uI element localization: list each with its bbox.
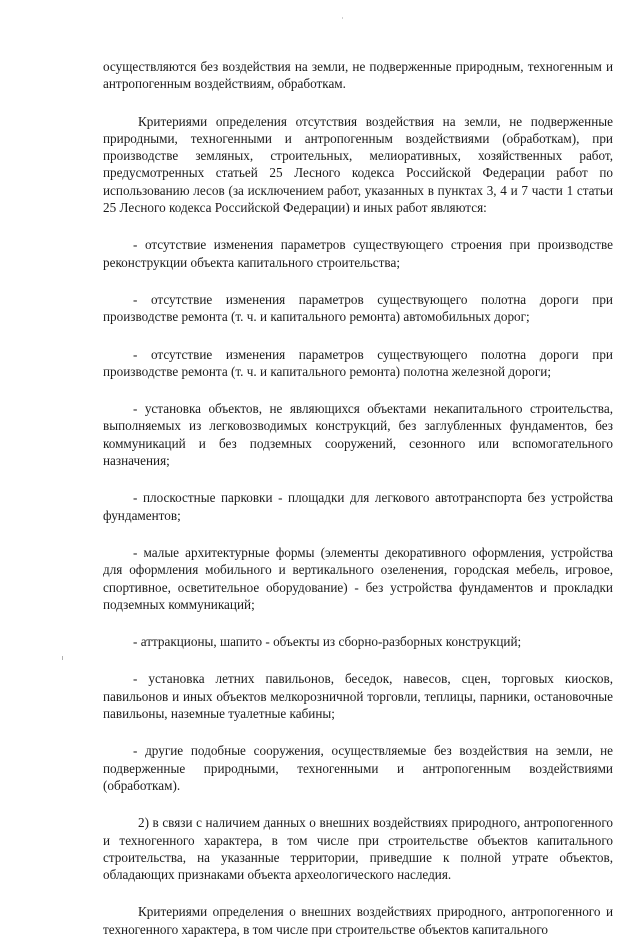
list-item-road-repair: - отсутствие изменения параметров существующего полотна дороги при производстве ремонта (т. ч. и капитального ремонта) автомобильных дорог;: [103, 291, 613, 325]
paragraph-item-2: 2) в связи с наличием данных о внешних воздействиях природного, антропогенного и техногенного характера, в том числе при строительстве объектов капитального строительства, на указанные территории, приведшие к полной утрате объектов, обладающих признаками объекта археологического наследия.: [103, 815, 613, 883]
paragraph-criteria-heading: Критериями определения отсутствия воздействия на земли, не подверженные природными, техногенными и антропогенным воздействиями (обработкам), при производстве земляных, строительных, мелиоративных, хозяйственных работ, предусмотренных статьей 25 Лесного кодекса Российской Федерации работ по использованию лесов (за исключением работ, указанных в пунктах 3, 4 и 7 части 1 статьи 25 Лесного кодекса Российской Федерации) и иных работ являются:: [103, 113, 613, 216]
scan-mark: [342, 17, 343, 19]
scan-mark: [62, 656, 63, 660]
list-item-other-structures: - другие подобные сооружения, осуществляемые без воздействия на земли, не подверженные природными, техногенными и антропогенным воздействиями (обработкам).: [103, 743, 613, 793]
paragraph-intro-continuation: осуществляются без воздействия на земли, не подверженные природным, техногенным и антропогенным воздействиям, обработкам.: [103, 59, 613, 92]
document-body: [103, 58, 613, 938]
list-item-railway-repair: - отсутствие изменения параметров существующего полотна дороги при производстве ремонта (т. ч. и капитального ремонта) полотна железной дороги;: [103, 346, 613, 379]
list-item-reconstruction: - отсутствие изменения параметров существующего строения при производстве реконструкции объекта капитального строительства;: [103, 237, 613, 270]
list-item-small-architectural-forms: - малые архитектурные формы (элементы декоративного оформления, устройства для оформления мобильного и вертикального озеленения, городская мебель, игровое, спортивное, осветительное оборудование) - без устройства фундаментов и прокладки подземных коммуникаций;: [103, 544, 613, 612]
list-item-parking: - плоскостные парковки - площадки для легкового автотранспорта без устройства фундаментов;: [103, 490, 613, 523]
list-item-attractions: - аттракционы, шапито - объекты из сборно-разборных конструкций;: [133, 634, 522, 650]
list-item-light-structures: - установка объектов, не являющихся объектами некапитального строительства, выполняемых из легковозводимых конструкций, без заглубленных фундаментов, без коммуникаций и без подземных сооружений, сезонного или вспомогательного назначения;: [103, 401, 613, 469]
paragraph-criteria-external: Критериями определения о внешних воздействиях природного, антропогенного и техногенного характера, в том числе при строительстве объектов капитального: [103, 904, 613, 937]
list-item-pavilions: - установка летних павильонов, беседок, навесов, сцен, торговых киосков, павильонов и иных объектов мелкорозничной торговли, теплицы, парники, остановочные павильоны, наземные туалетные кабины;: [103, 671, 613, 722]
